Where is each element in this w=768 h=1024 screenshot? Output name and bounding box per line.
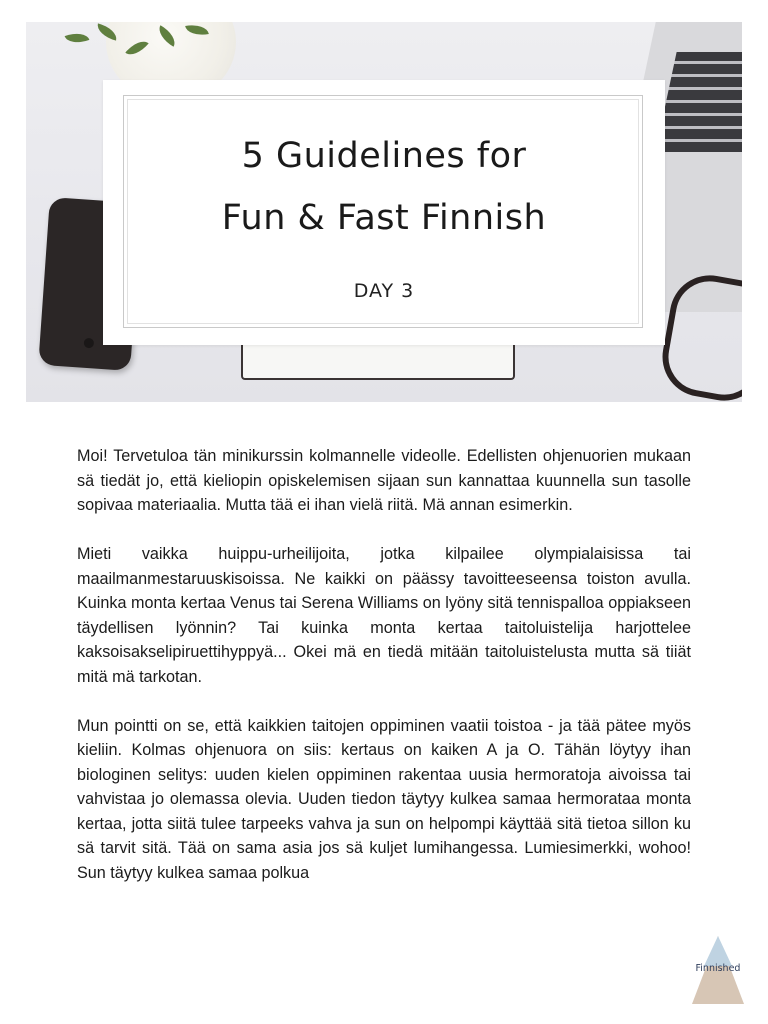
paragraph-1: Moi! Tervetuloa tän minikurssin kolmannelle videolle. Edellisten ohjenuorien mukaan sä tiedät jo, että kieliopin opiskelemisen sijaan sun kannattaa kuunnella sun tasolle sopivaa materiaalia. Mutta tää ei ihan vielä riitä. Mä annan esimerkin. [77, 447, 691, 514]
mountain-peak-icon [704, 936, 732, 966]
plant-leaf-icon [65, 29, 90, 48]
logo-text: Finnished [695, 963, 741, 974]
title-line-1: 5 Guidelines for [241, 136, 527, 176]
title-card [103, 80, 665, 345]
day-label: DAY 3 [353, 280, 415, 302]
body-text [77, 444, 691, 910]
camera-icon [84, 338, 95, 349]
paragraph-3: Mun pointti on se, että kaikkien taitojen oppiminen vaatii toistoa - ja tää pätee myös kieliin. Kolmas ohjenuora on siis: kertaus on kaiken A ja O. Tähän löytyy ihan biologinen selitys: uuden kielen oppiminen rakentaa uusia hermoratoja aivoissa tai vahvistaa jo olemassa olevia. Uuden tiedon täytyy kulkea samaa hermorataa monta kertaa, jotta siitä tulee tarpeeks vahva ja sun on helpompi käyttää sitä tietoa sillon ku sä tarvit sitä. Tää on sama asia jos sä kuljet lumihangessa. Lumiesimerkki, wohoo! Sun täytyy kulkea samaa polkua [77, 716, 691, 882]
finnished-logo [692, 936, 744, 1004]
title-line-2: Fun & Fast Finnish [221, 198, 547, 238]
paragraph-2: Mieti vaikka huippu-urheilijoita, jotka kilpailee olympialaisissa tai maailmanmestaruuskisoissa. Ne kaikki on päässy tavoitteeseensa toiston avulla. Kuinka monta kertaa Venus tai Serena Williams on lyöny sitä tennispalloa oppiakseen täydellisen lyönnin? Tai kuinka monta kertaa taitoluistelija harjottelee kaksoisakselipiruettihyppyä... Okei mä en tiedä mitään taitoluistelusta mutta sä tiiät mitä mä tarkotan. [77, 545, 691, 686]
